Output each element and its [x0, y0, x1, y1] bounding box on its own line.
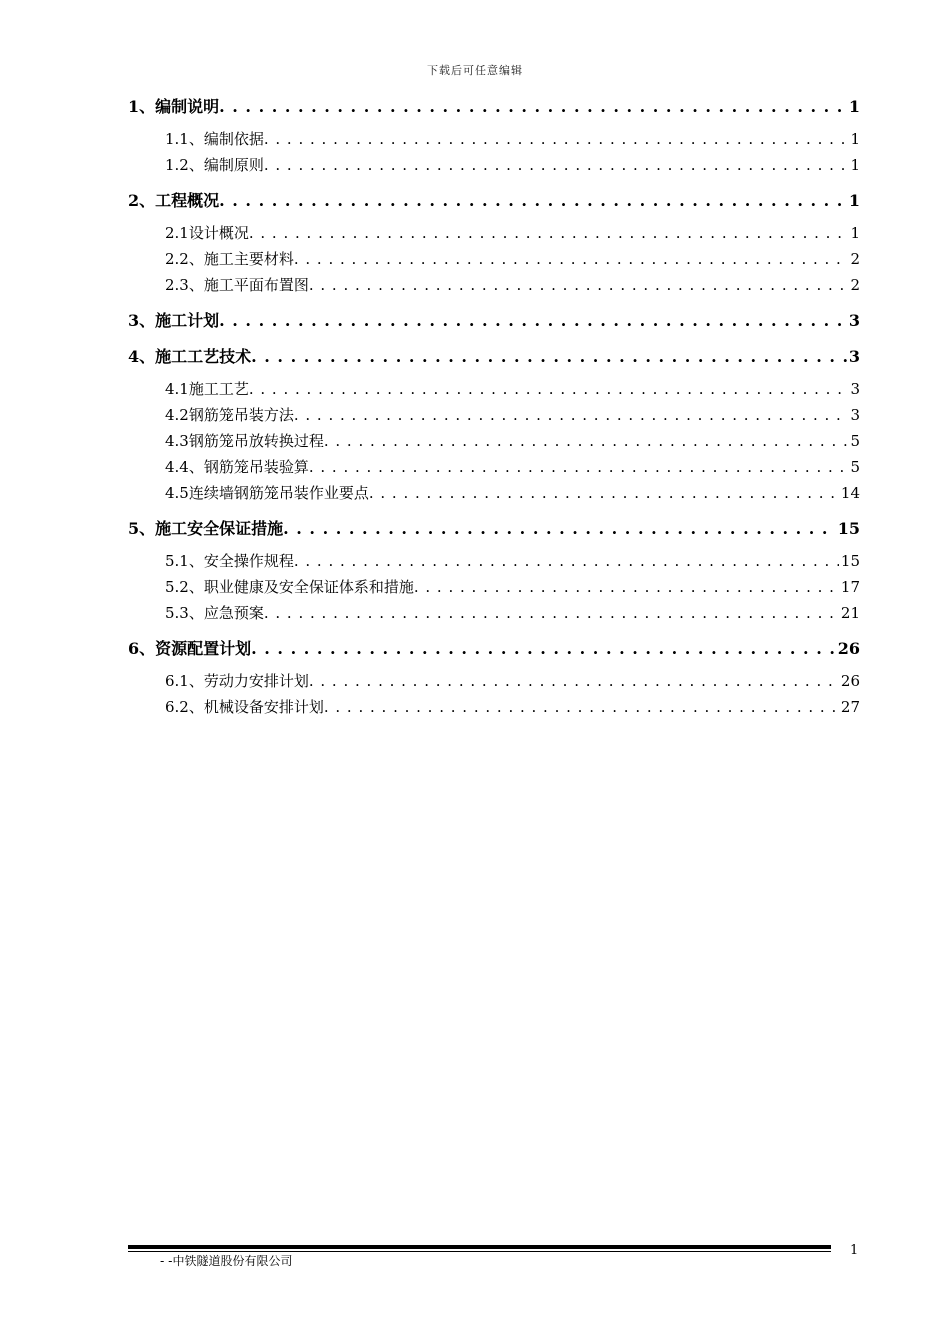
toc-entry-2-1[interactable]	[128, 220, 860, 246]
dot-leader	[264, 152, 849, 178]
toc-entry-6[interactable]	[128, 636, 860, 662]
toc-entry-page: 1	[850, 130, 860, 148]
toc-entry-page: 14	[840, 484, 860, 502]
toc-entry-label: 4、施工工艺技术	[128, 347, 252, 366]
toc-entry-page: 3	[850, 406, 860, 424]
toc-entry-label: 2.3、施工平面布置图	[165, 276, 309, 294]
toc-entry-4-3[interactable]	[128, 428, 860, 454]
toc-entry-5[interactable]	[128, 516, 860, 542]
toc-entry-page: 1	[850, 156, 860, 174]
toc-entry-page: 26	[840, 672, 860, 690]
dot-leader	[264, 126, 849, 152]
toc-entry-page: 1	[848, 191, 860, 210]
toc-entry-label: 2、工程概况	[128, 191, 220, 210]
toc-entry-label: 2.1设计概况	[165, 224, 249, 242]
table-of-contents	[128, 94, 860, 720]
toc-entry-label: 1.2、编制原则	[165, 156, 264, 174]
footer-page-number: 1	[850, 1243, 859, 1258]
toc-entry-label: 4.2钢筋笼吊装方法	[165, 406, 294, 424]
toc-entry-label: 3、施工计划	[128, 311, 220, 330]
toc-entry-label: 4.5连续墙钢筋笼吊装作业要点	[165, 484, 369, 502]
toc-entry-label: 4.4、钢筋笼吊装验算	[165, 458, 309, 476]
toc-entry-1-2[interactable]	[128, 152, 860, 178]
dot-leader	[251, 636, 836, 662]
toc-entry-2[interactable]	[128, 188, 860, 214]
toc-entry-page: 27	[840, 698, 860, 716]
footer-company-name: - -中铁隧道股份有限公司	[160, 1254, 293, 1268]
toc-entry-page: 17	[840, 578, 860, 596]
dot-leader	[219, 188, 847, 214]
toc-entry-5-3[interactable]	[128, 600, 860, 626]
dot-leader	[249, 376, 849, 402]
toc-entry-label: 6.1、劳动力安排计划	[165, 672, 309, 690]
toc-entry-1[interactable]	[128, 94, 860, 120]
dot-leader	[219, 94, 847, 120]
dot-leader	[264, 600, 839, 626]
dot-leader	[309, 272, 849, 298]
toc-entry-label: 1、编制说明	[128, 97, 220, 116]
toc-entry-page: 3	[848, 311, 860, 330]
dot-leader	[324, 428, 849, 454]
toc-entry-page: 26	[837, 639, 860, 658]
dot-leader	[294, 246, 849, 272]
dot-leader	[219, 308, 847, 334]
dot-leader	[294, 548, 839, 574]
toc-entry-4-2[interactable]	[128, 402, 860, 428]
toc-entry-4[interactable]	[128, 344, 860, 370]
dot-leader	[309, 454, 849, 480]
toc-entry-5-2[interactable]	[128, 574, 860, 600]
toc-entry-page: 2	[850, 250, 860, 268]
toc-entry-4-1[interactable]	[128, 376, 860, 402]
toc-entry-1-1[interactable]	[128, 126, 860, 152]
dot-leader	[414, 574, 839, 600]
toc-entry-page: 15	[837, 519, 860, 538]
toc-entry-label: 5.2、职业健康及安全保证体系和措施	[165, 578, 414, 596]
dot-leader	[249, 220, 849, 246]
toc-entry-6-1[interactable]	[128, 668, 860, 694]
toc-entry-label: 4.1施工工艺	[165, 380, 249, 398]
toc-entry-page: 3	[850, 380, 860, 398]
toc-entry-page: 5	[850, 432, 860, 450]
toc-entry-label: 2.2、施工主要材料	[165, 250, 294, 268]
toc-entry-page: 21	[840, 604, 860, 622]
toc-entry-label: 6、资源配置计划	[128, 639, 252, 658]
dot-leader	[309, 668, 839, 694]
toc-entry-6-2[interactable]	[128, 694, 860, 720]
toc-entry-page: 5	[850, 458, 860, 476]
toc-entry-label: 5.1、安全操作规程	[165, 552, 294, 570]
toc-entry-4-5[interactable]	[128, 480, 860, 506]
toc-entry-label: 5.3、应急预案	[165, 604, 264, 622]
toc-entry-page: 3	[848, 347, 860, 366]
toc-entry-2-2[interactable]	[128, 246, 860, 272]
toc-entry-3[interactable]	[128, 308, 860, 334]
dot-leader	[294, 402, 849, 428]
toc-entry-page: 1	[850, 224, 860, 242]
toc-entry-page: 1	[848, 97, 860, 116]
toc-entry-label: 6.2、机械设备安排计划	[165, 698, 324, 716]
toc-entry-2-3[interactable]	[128, 272, 860, 298]
toc-entry-5-1[interactable]	[128, 548, 860, 574]
toc-entry-label: 5、施工安全保证措施	[128, 519, 284, 538]
toc-entry-4-4[interactable]	[128, 454, 860, 480]
toc-entry-label: 4.3钢筋笼吊放转换过程	[165, 432, 324, 450]
toc-entry-page: 2	[850, 276, 860, 294]
dot-leader	[251, 344, 847, 370]
dot-leader	[369, 480, 839, 506]
toc-entry-label: 1.1、编制依据	[165, 130, 264, 148]
footer-rule-thick	[128, 1245, 831, 1249]
dot-leader	[324, 694, 839, 720]
header-note: 下载后可任意编辑	[427, 64, 523, 77]
dot-leader	[283, 516, 836, 542]
toc-entry-page: 15	[840, 552, 860, 570]
